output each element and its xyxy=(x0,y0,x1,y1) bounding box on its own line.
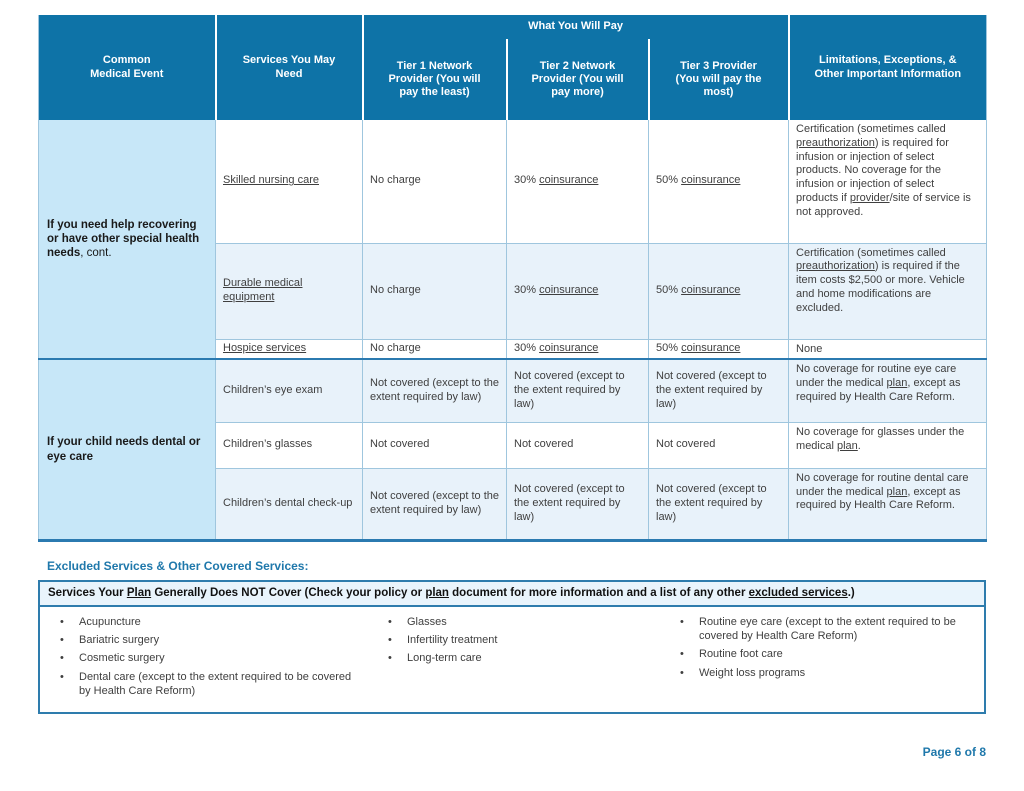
benefits-table-header xyxy=(39,15,987,120)
cell-tier1: Not covered (except to the extent required by law) xyxy=(363,359,507,422)
glossary-link[interactable]: coinsurance xyxy=(681,284,741,297)
excluded-item-label: Acupuncture xyxy=(79,615,141,628)
list-item xyxy=(370,615,662,629)
col-header-tier2-label: Tier 2 Network Provider (You will pay more) xyxy=(531,59,624,99)
excluded-item-label: Dental care (except to the extent required to be covered by Health Care Reform) xyxy=(79,670,352,697)
list-item xyxy=(662,615,980,644)
cell-tier3: 50% coinsurance xyxy=(649,120,789,243)
cell-tier2: Not covered (except to the extent required by law) xyxy=(507,359,649,422)
bullet-icon: • xyxy=(60,652,64,665)
excluded-box-body xyxy=(40,607,984,712)
cell-service xyxy=(216,120,363,243)
cell-service xyxy=(216,243,363,339)
bullet-icon: • xyxy=(388,633,392,646)
list-item xyxy=(370,651,662,665)
col-header-tier3-label: Tier 3 Provider (You will pay the most) xyxy=(675,59,762,99)
glossary-link[interactable]: excluded services xyxy=(748,586,848,599)
cell-tier3: Not covered (except to the extent required by law) xyxy=(649,468,789,540)
cell-tier1: No charge xyxy=(363,120,507,243)
row-group-label-child-dental-eye-care: If your child needs dental or eye care xyxy=(39,359,216,540)
glossary-link[interactable]: coinsurance xyxy=(539,284,599,297)
excluded-box-header: Services Your Plan Generally Does NOT Cover (Check your policy or plan document for more information and a list of any other excluded services.) xyxy=(40,582,984,607)
cell-tier3: 50% coinsurance xyxy=(649,339,789,359)
list-item xyxy=(42,670,370,699)
cell-limitations: Certification (sometimes called preauthorization) is required for infusion or injection of select products. No coverage for the infusion or injection of select products if provider/site of service is not approved. xyxy=(789,120,987,243)
bullet-icon: • xyxy=(680,648,684,661)
col-header-tier1 xyxy=(363,39,507,120)
excluded-item-label: Routine foot care xyxy=(699,648,783,661)
col-header-services-you-may-need xyxy=(216,15,363,120)
cell-limitations: No coverage for routine eye care under the medical plan, except as required by Health Care Reform. xyxy=(789,359,987,422)
cell-limitations: No coverage for glasses under the medical plan. xyxy=(789,422,987,468)
glossary-link[interactable]: provider xyxy=(849,191,890,204)
col-header-tier3 xyxy=(649,39,789,120)
excluded-column-2 xyxy=(370,615,662,698)
glossary-link[interactable]: Durable medical equipment xyxy=(223,277,303,303)
cell-tier2: Not covered (except to the extent required by law) xyxy=(507,468,649,540)
excluded-item-label: Routine eye care (except to the extent required to be covered by Health Care Reform) xyxy=(699,615,956,642)
cell-tier1: Not covered xyxy=(363,422,507,468)
cell-tier2: 30% coinsurance xyxy=(507,243,649,339)
cell-tier1: Not covered (except to the extent required by law) xyxy=(363,468,507,540)
col-header-services-label: Services You May Need xyxy=(242,54,336,80)
cell-tier1: No charge xyxy=(363,243,507,339)
cell-tier1: No charge xyxy=(363,339,507,359)
glossary-link[interactable]: plan xyxy=(886,377,908,389)
excluded-item-label: Cosmetic surgery xyxy=(79,652,165,665)
glossary-link[interactable]: plan xyxy=(425,586,449,599)
cell-tier2: Not covered xyxy=(507,422,649,468)
what-you-will-pay-label: What You Will Pay xyxy=(528,20,623,33)
col-header-limitations-label: Limitations, Exceptions, & Other Important Information xyxy=(814,54,962,80)
col-header-common-medical-event-label: Common Medical Event xyxy=(90,54,164,80)
excluded-item-label: Long-term care xyxy=(407,652,482,665)
list-item xyxy=(370,633,662,647)
cell-limitations: No coverage for routine dental care under the medical plan, except as required by Health Care Reform. xyxy=(789,468,987,540)
glossary-link[interactable]: coinsurance xyxy=(539,342,599,354)
list-item xyxy=(662,666,980,680)
glossary-link[interactable]: preauthorization xyxy=(796,260,875,273)
excluded-item-label: Weight loss programs xyxy=(699,666,806,679)
benefits-table-body xyxy=(39,120,987,540)
glossary-link[interactable]: coinsurance xyxy=(681,174,741,187)
excluded-services-box xyxy=(38,580,986,714)
cell-service: Children’s eye exam xyxy=(216,359,363,422)
page-number: Page 6 of 8 xyxy=(922,745,986,759)
row-childrens-eye-exam xyxy=(39,359,987,422)
cell-service: Children’s dental check-up xyxy=(216,468,363,540)
row-group-label-special-health-needs: If you need help recovering or have other special health needs, cont. xyxy=(39,120,216,359)
col-header-tier1-label: Tier 1 Network Provider (You will pay the least) xyxy=(388,59,481,99)
glossary-link[interactable]: coinsurance xyxy=(539,174,599,187)
col-header-what-you-will-pay xyxy=(363,15,789,39)
list-item xyxy=(42,615,370,629)
excluded-column-1 xyxy=(42,615,370,698)
cell-limitations: None xyxy=(789,339,987,359)
col-header-limitations xyxy=(789,15,987,120)
list-item xyxy=(42,633,370,647)
cell-tier2: 30% coinsurance xyxy=(507,339,649,359)
bullet-icon: • xyxy=(60,670,64,683)
cell-service: Children’s glasses xyxy=(216,422,363,468)
excluded-item-label: Infertility treatment xyxy=(407,633,498,646)
bullet-icon: • xyxy=(60,633,64,646)
benefits-table xyxy=(38,15,987,542)
excluded-services-heading: Excluded Services & Other Covered Services: xyxy=(47,558,309,573)
bullet-icon: • xyxy=(60,615,64,628)
cell-limitations: Certification (sometimes called preauthorization) is required if the item costs $2,500 or more. Vehicle and home modifications are excluded. xyxy=(789,243,987,339)
col-header-tier2 xyxy=(507,39,649,120)
glossary-link[interactable]: plan xyxy=(886,485,908,498)
glossary-link[interactable]: Skilled nursing care xyxy=(223,174,319,187)
glossary-link[interactable]: Hospice services xyxy=(223,342,307,354)
list-item xyxy=(42,651,370,665)
page-content xyxy=(38,15,986,714)
col-header-common-medical-event xyxy=(39,15,216,120)
bullet-icon: • xyxy=(388,615,392,628)
cell-tier3: 50% coinsurance xyxy=(649,243,789,339)
cell-tier3: Not covered (except to the extent required by law) xyxy=(649,359,789,422)
glossary-link[interactable]: plan xyxy=(837,439,858,452)
glossary-link[interactable]: preauthorization xyxy=(796,136,875,149)
cell-tier2: 30% coinsurance xyxy=(507,120,649,243)
excluded-item-label: Bariatric surgery xyxy=(79,633,160,646)
cell-service xyxy=(216,339,363,359)
excluded-item-label: Glasses xyxy=(407,615,447,628)
list-item xyxy=(662,647,980,661)
bullet-icon: • xyxy=(388,652,392,665)
bullet-icon: • xyxy=(680,615,684,628)
cell-tier3: Not covered xyxy=(649,422,789,468)
excluded-column-3 xyxy=(662,615,980,698)
bullet-icon: • xyxy=(680,666,684,679)
row-skilled-nursing-care xyxy=(39,120,987,243)
glossary-link[interactable]: Plan xyxy=(126,586,152,599)
glossary-link[interactable]: coinsurance xyxy=(681,342,741,354)
